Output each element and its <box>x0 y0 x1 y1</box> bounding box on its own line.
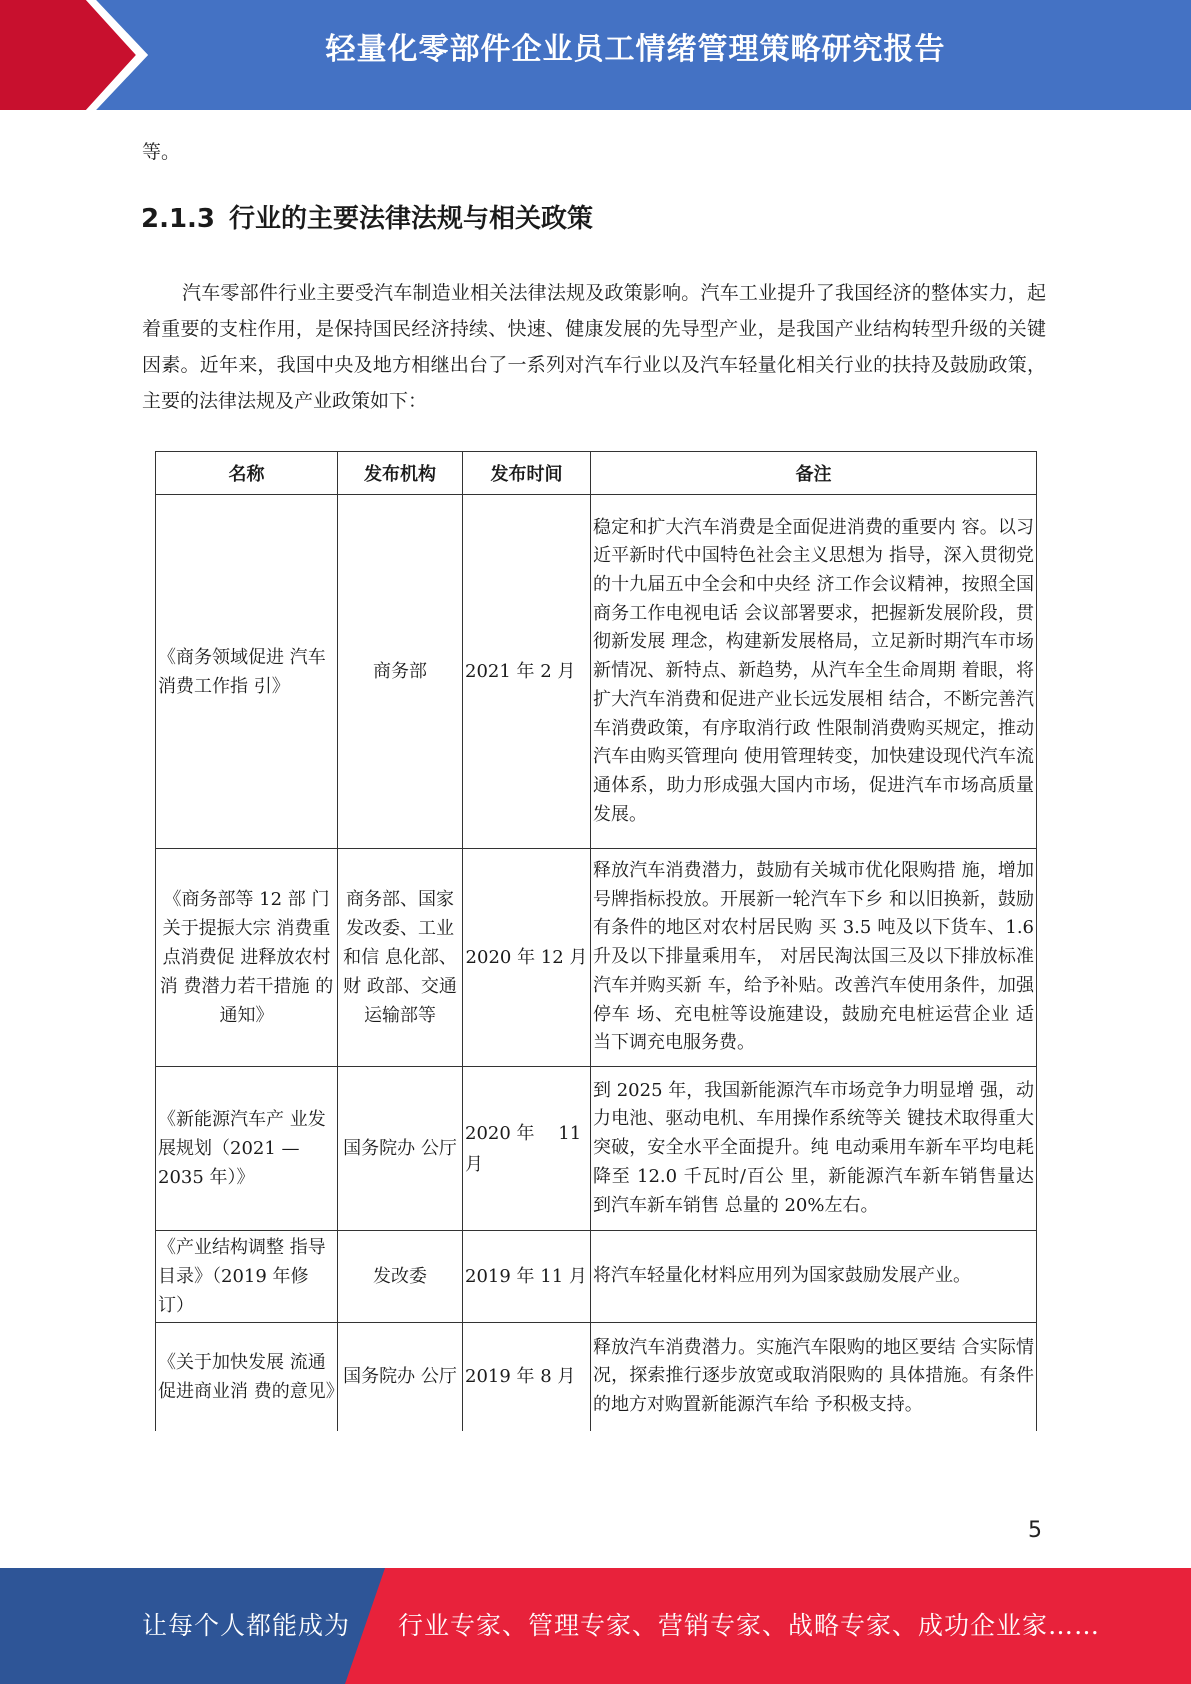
policy-table <box>155 451 1037 1431</box>
policy-note: 将汽车轻量化材料应用列为国家鼓励发展产业。 <box>591 1231 1037 1323</box>
policy-name: 《关于加快发展 流通促进商业消 费的意见》 <box>156 1323 338 1431</box>
policy-org: 商务部 <box>338 495 463 849</box>
policy-name: 《商务部等 12 部 门关于提振大宗 消费重点消费促 进释放农村消 费潜力若干措施 的通知》 <box>156 849 338 1067</box>
policy-note: 稳定和扩大汽车消费是全面促进消费的重要内 容。以习近平新时代中国特色社会主义思想为 指导，深入贯彻党的十九届五中全会和中央经 济工作会议精神，按照全国商务工作电视电话 会议部署要求，把握新发展阶段，贯彻新发展 理念，构建新发展格局，立足新时期汽车市场 新情况、新特点、新趋势，从汽车全生命周期 着眼，将扩大汽车消费和促进产业长远发展相 结合，不断完善汽车消费政策，有序取消行政 性限制消费购买规定，推动汽车由购买管理向 使用管理转变，加快建设现代汽车流通体系，助力形成强大国内市场，促进汽车市场高质量 发展。 <box>591 495 1037 849</box>
section-number: 2.1.3 <box>141 204 216 234</box>
policy-name: 《新能源汽车产 业发展规划（2021 —2035 年）》 <box>156 1067 338 1231</box>
table-row <box>156 1231 1037 1323</box>
continued-text: 等。 <box>142 141 181 163</box>
policy-date: 2019 年 8 月 <box>463 1323 591 1431</box>
table-row <box>156 1067 1037 1231</box>
section-heading <box>141 198 593 240</box>
table-row <box>156 849 1037 1067</box>
policy-org: 商务部、国家发改委、工业和信 息化部、财 政部、交通运输部等 <box>338 849 463 1067</box>
page-footer <box>0 1568 1191 1684</box>
policy-note: 释放汽车消费潜力。实施汽车限购的地区要结 合实际情况，探索推行逐步放宽或取消限购的 具体措施。有条件的地方对购置新能源汽车给 予积极支持。 <box>591 1323 1037 1431</box>
policy-date: 2020 年 11 月 <box>463 1067 591 1231</box>
policy-date: 2021 年 2 月 <box>463 495 591 849</box>
page-header <box>0 0 1191 110</box>
policy-org: 国务院办 公厅 <box>338 1323 463 1431</box>
header-name: 名称 <box>156 452 338 495</box>
header-org: 发布机构 <box>338 452 463 495</box>
section-title: 行业的主要法律法规与相关政策 <box>229 204 594 234</box>
report-title: 轻量化零部件企业员工情绪管理策略研究报告 <box>325 32 946 67</box>
page-number: 5 <box>1028 1518 1042 1543</box>
table-header-row <box>156 452 1037 495</box>
intro-paragraph: 汽车零部件行业主要受汽车制造业相关法律法规及政策影响。汽车工业提升了我国经济的整体实力，起着重要的支柱作用，是保持国民经济持续、快速、健康发展的先导型产业，是我国产业结构转型升级的关键因素。近年来，我国中央及地方相继出台了一系列对汽车行业以及汽车轻量化相关行业的扶持及鼓励政策，主要的法律法规及产业政策如下： <box>142 282 1046 412</box>
policy-name: 《产业结构调整 指导目录》（2019 年修订） <box>156 1231 338 1323</box>
policy-note: 到 2025 年，我国新能源汽车市场竞争力明显增 强，动力电池、驱动电机、车用操作系统等关 键技术取得重大突破，安全水平全面提升。纯 电动乘用车新车平均电耗降至 12.0 千瓦时/百公 里，新能源汽车新车销售量达到汽车新车销售 总量的 20%左右。 <box>591 1067 1037 1231</box>
policy-note: 释放汽车消费潜力，鼓励有关城市优化限购措 施，增加号牌指标投放。开展新一轮汽车下乡 和以旧换新，鼓励有条件的地区对农村居民购 买 3.5 吨及以下货车、1.6 升及以下排量乘用车， 对居民淘汰国三及以下排放标准汽车并购买新 车，给予补贴。改善汽车使用条件，加强停车 场、充电桩等设施建设，鼓励充电桩运营企业 适当下调充电服务费。 <box>591 849 1037 1067</box>
header-note: 备注 <box>591 452 1037 495</box>
table-row <box>156 1323 1037 1431</box>
policy-org: 国务院办 公厅 <box>338 1067 463 1231</box>
footer-slogan-left: 让每个人都能成为 <box>142 1611 351 1640</box>
footer-slogan-right: 行业专家、管理专家、营销专家、战略专家、成功企业家…… <box>398 1611 1101 1640</box>
policy-date: 2020 年 12 月 <box>463 849 591 1067</box>
header-date: 发布时间 <box>463 452 591 495</box>
policy-date: 2019 年 11 月 <box>463 1231 591 1323</box>
table-row <box>156 495 1037 849</box>
header-arrow-icon <box>0 0 160 110</box>
policy-org: 发改委 <box>338 1231 463 1323</box>
policy-name: 《商务领域促进 汽车消费工作指 引》 <box>156 495 338 849</box>
